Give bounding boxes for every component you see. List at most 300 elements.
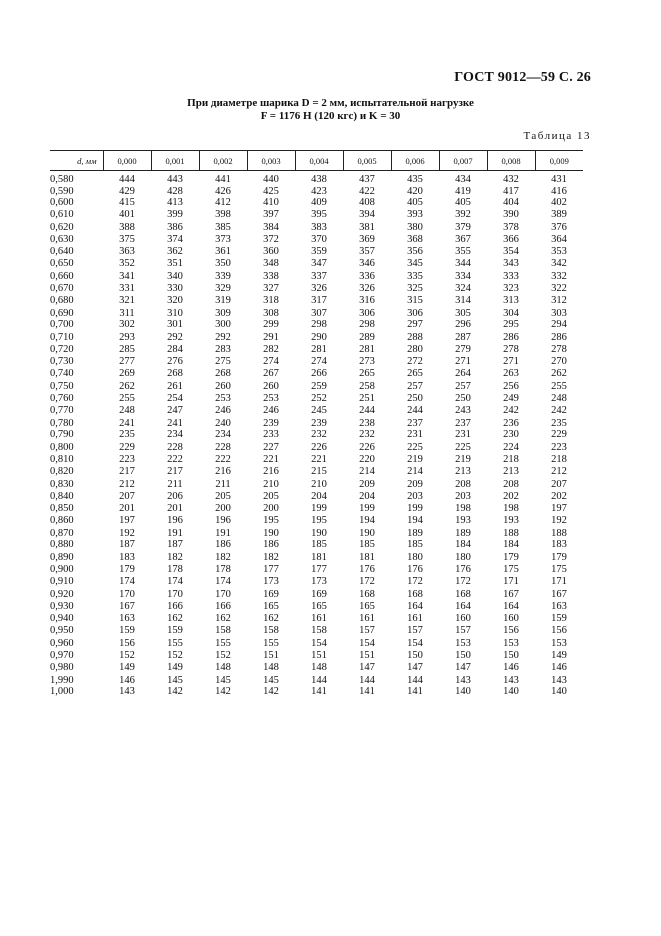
diameter-cell: 0,910 [50,576,74,588]
hardness-cell: 241 [167,417,183,429]
hardness-cell: 231 [407,429,423,441]
hardness-cell: 199 [359,502,375,514]
table-row [50,478,583,491]
hardness-cell: 208 [503,478,519,490]
diameter-cell: 0,830 [50,478,74,490]
hardness-cell: 187 [167,539,183,551]
hardness-cell: 326 [359,282,375,294]
hardness-cell: 180 [407,551,423,563]
hardness-cell: 293 [119,331,135,343]
hardness-cell: 149 [119,662,135,674]
hardness-cell: 144 [407,674,423,686]
diameter-cell: 1,000 [50,686,74,698]
hardness-cell: 165 [263,601,279,613]
hardness-cell: 223 [551,441,567,453]
hardness-cell: 172 [455,576,471,588]
hardness-cell: 397 [263,209,279,221]
hardness-cell: 217 [119,466,135,478]
table-row [50,638,583,650]
table-row [50,271,583,283]
hardness-cell: 212 [119,478,135,490]
hardness-cell: 217 [167,466,183,478]
hardness-cell: 348 [263,258,279,270]
hardness-cell: 163 [119,612,135,624]
hardness-cell: 429 [119,185,135,197]
hardness-cell: 195 [263,515,279,527]
hardness-cell: 169 [311,588,327,600]
hardness-cell: 177 [263,564,279,576]
hardness-cell: 147 [455,662,471,674]
hardness-cell: 158 [215,625,231,637]
table-row [50,171,583,186]
hardness-cell: 290 [311,331,327,343]
table-row [50,186,583,198]
hardness-cell: 268 [215,368,231,380]
hardness-cell: 405 [455,197,471,209]
hardness-cell: 163 [551,601,567,613]
hardness-cell: 255 [119,392,135,404]
diameter-cell: 1,990 [50,674,74,686]
hardness-cell: 271 [503,355,519,367]
hardness-cell: 261 [167,380,183,392]
hardness-cell: 150 [455,649,471,661]
column-header: 0,001 [151,151,199,171]
column-header: 0,006 [391,151,439,171]
hardness-cell: 416 [551,185,567,197]
hardness-cell: 268 [167,368,183,380]
hardness-cell: 304 [503,307,519,319]
hardness-cell: 161 [359,612,375,624]
hardness-cell: 142 [167,686,183,698]
diameter-cell: 0,950 [50,625,74,637]
table-row [50,613,583,625]
hardness-cell: 162 [263,612,279,624]
hardness-cell: 203 [455,491,471,503]
hardness-cell: 250 [455,392,471,404]
hardness-cell: 355 [455,245,471,257]
hardness-cell: 244 [359,405,375,417]
hardness-cell: 144 [311,674,327,686]
column-header: 0,000 [103,151,151,171]
hardness-cell: 232 [359,429,375,441]
diameter-cell: 0,600 [50,197,74,209]
hardness-cell: 189 [455,527,471,539]
table-row [50,588,583,601]
hardness-cell: 356 [407,245,423,257]
hardness-cell: 276 [167,355,183,367]
hardness-cell: 238 [359,417,375,429]
hardness-cell: 385 [215,221,231,233]
hardness-cell: 180 [455,551,471,563]
table-row [50,551,583,564]
hardness-cell: 389 [551,209,567,221]
hardness-cell: 331 [119,282,135,294]
diameter-cell: 0,710 [50,331,74,343]
table-row [50,209,583,221]
hardness-cell: 308 [263,307,279,319]
hardness-cell: 143 [503,674,519,686]
hardness-cell: 320 [167,295,183,307]
table-row [50,368,583,381]
hardness-cell: 360 [263,245,279,257]
hardness-cell: 185 [407,539,423,551]
hardness-cell: 383 [311,221,327,233]
hardness-cell: 151 [359,649,375,661]
hardness-cell: 157 [407,625,423,637]
hardness-cell: 306 [407,307,423,319]
hardness-cell: 357 [359,245,375,257]
hardness-cell: 209 [407,478,423,490]
hardness-cell: 259 [311,380,327,392]
diameter-cell: 0,800 [50,441,74,453]
hardness-cell: 423 [311,185,327,197]
hardness-cell: 340 [167,270,183,282]
hardness-cell: 286 [551,331,567,343]
hardness-cell: 153 [455,637,471,649]
hardness-cell: 250 [407,392,423,404]
hardness-cell: 284 [167,344,183,356]
hardness-cell: 160 [455,612,471,624]
hardness-cell: 168 [359,588,375,600]
diameter-cell: 0,580 [50,174,74,185]
hardness-cell: 260 [215,380,231,392]
table-caption [0,97,661,123]
hardness-cell: 159 [119,625,135,637]
hardness-cell: 316 [359,295,375,307]
diameter-cell: 0,620 [50,221,74,233]
table-body [50,171,583,698]
hardness-cell: 402 [551,197,567,209]
hardness-cell: 156 [551,625,567,637]
hardness-cell: 438 [311,174,327,185]
hardness-cell: 162 [215,612,231,624]
hardness-cell: 351 [167,258,183,270]
hardness-cell: 248 [119,405,135,417]
hardness-cell: 211 [167,478,183,490]
hardness-cell: 278 [551,344,567,356]
hardness-cell: 440 [263,174,279,185]
hardness-cell: 202 [503,491,519,503]
hardness-cell: 309 [215,307,231,319]
hardness-cell: 274 [311,355,327,367]
hardness-cell: 201 [167,502,183,514]
hardness-cell: 239 [263,417,279,429]
hardness-cell: 157 [455,625,471,637]
hardness-cell: 146 [551,662,567,674]
hardness-cell: 245 [311,405,327,417]
hardness-cell: 437 [359,174,375,185]
table-row [50,356,583,368]
hardness-cell: 166 [215,601,231,613]
hardness-cell: 141 [311,686,327,698]
hardness-cell: 228 [167,441,183,453]
hardness-cell: 192 [119,527,135,539]
hardness-cell: 168 [455,588,471,600]
hardness-cell: 182 [263,551,279,563]
hardness-cell: 370 [311,234,327,246]
hardness-cell: 287 [455,331,471,343]
hardness-cell: 318 [263,295,279,307]
document-header: ГОСТ 9012—59 С. 26 [454,70,591,85]
hardness-cell: 169 [263,588,279,600]
diameter-cell: 0,790 [50,429,74,441]
table-row [50,331,583,344]
hardness-cell: 184 [503,539,519,551]
diameter-cell: 0,750 [50,380,74,392]
hardness-cell: 255 [551,380,567,392]
hardness-cell: 170 [215,588,231,600]
hardness-cell: 152 [167,649,183,661]
hardness-cell: 228 [215,441,231,453]
hardness-cell: 224 [503,441,519,453]
hardness-cell: 195 [311,515,327,527]
hardness-cell: 395 [311,209,327,221]
hardness-cell: 380 [407,221,423,233]
hardness-cell: 200 [263,502,279,514]
hardness-cell: 246 [215,405,231,417]
hardness-cell: 220 [359,454,375,466]
table-row [50,381,583,393]
hardness-cell: 202 [551,491,567,503]
hardness-cell: 170 [167,588,183,600]
hardness-cell: 273 [359,355,375,367]
hardness-cell: 174 [167,576,183,588]
hardness-cell: 288 [407,331,423,343]
table-row [50,319,583,331]
hardness-cell: 179 [119,564,135,576]
hardness-cell: 208 [455,478,471,490]
hardness-cell: 286 [503,331,519,343]
hardness-cell: 145 [263,674,279,686]
hardness-cell: 270 [551,355,567,367]
hardness-cell: 213 [455,466,471,478]
hardness-cell: 262 [119,380,135,392]
hardness-cell: 221 [263,454,279,466]
hardness-cell: 306 [359,307,375,319]
hardness-cell: 185 [311,539,327,551]
hardness-cell: 154 [311,637,327,649]
diameter-cell: 0,810 [50,454,74,466]
table-row [50,539,583,551]
table-row [50,221,583,234]
hardness-cell: 265 [359,368,375,380]
table-label: Таблица 13 [523,130,591,142]
hardness-cell: 188 [503,527,519,539]
hardness-cell: 151 [311,649,327,661]
hardness-cell: 361 [215,245,231,257]
hardness-cell: 148 [263,662,279,674]
diameter-cell: 0,610 [50,209,74,221]
hardness-cell: 272 [407,355,423,367]
diameter-cell: 0,740 [50,368,74,380]
hardness-cell: 347 [311,258,327,270]
hardness-cell: 171 [551,576,567,588]
hardness-cell: 317 [311,295,327,307]
hardness-cell: 413 [167,197,183,209]
hardness-cell: 419 [455,185,471,197]
hardness-cell: 366 [503,234,519,246]
hardness-cell: 333 [503,270,519,282]
hardness-cell: 384 [263,221,279,233]
hardness-cell: 196 [215,515,231,527]
hardness-cell: 441 [215,174,231,185]
diameter-cell: 0,680 [50,295,74,307]
hardness-cell: 175 [551,564,567,576]
hardness-cell: 283 [215,344,231,356]
hardness-cell: 174 [215,576,231,588]
hardness-cell: 332 [551,270,567,282]
hardness-cell: 244 [407,405,423,417]
table-row [50,650,583,662]
hardness-cell: 190 [359,527,375,539]
hardness-cell: 297 [407,319,423,331]
hardness-cell: 209 [359,478,375,490]
hardness-cell: 207 [551,478,567,490]
hardness-cell: 444 [119,174,135,185]
hardness-cell: 147 [359,662,375,674]
hardness-cell: 264 [455,368,471,380]
caption-line-2: F = 1176 Н (120 кгс) и K = 30 [260,110,401,122]
diameter-cell: 0,660 [50,270,74,282]
hardness-cell: 165 [311,601,327,613]
hardness-cell: 234 [215,429,231,441]
hardness-cell: 214 [359,466,375,478]
hardness-cell: 212 [551,466,567,478]
hardness-cell: 219 [407,454,423,466]
hardness-cell: 201 [119,502,135,514]
hardness-cell: 417 [503,185,519,197]
hardness-cell: 150 [407,649,423,661]
hardness-cell: 143 [551,674,567,686]
hardness-cell: 187 [119,539,135,551]
hardness-cell: 337 [311,270,327,282]
hardness-cell: 313 [503,295,519,307]
hardness-cell: 248 [551,392,567,404]
hardness-cell: 275 [215,355,231,367]
hardness-cell: 319 [215,295,231,307]
hardness-cell: 367 [455,234,471,246]
hardness-cell: 269 [119,368,135,380]
hardness-cell: 435 [407,174,423,185]
hardness-cell: 295 [503,319,519,331]
hardness-cell: 158 [263,625,279,637]
table-row [50,503,583,515]
hardness-cell: 432 [503,174,519,185]
table-row [50,258,583,271]
diameter-cell: 0,920 [50,588,74,600]
hardness-cell: 346 [359,258,375,270]
hardness-cell: 194 [407,515,423,527]
hardness-cell: 271 [455,355,471,367]
hardness-cell: 181 [311,551,327,563]
hardness-cell: 167 [503,588,519,600]
hardness-cell: 243 [455,405,471,417]
hardness-cell: 390 [503,209,519,221]
table-row [50,429,583,441]
hardness-cell: 282 [263,344,279,356]
hardness-cell: 165 [359,601,375,613]
hardness-cell: 310 [167,307,183,319]
diameter-cell: 0,700 [50,319,74,331]
hardness-cell: 292 [215,331,231,343]
hardness-cell: 426 [215,185,231,197]
hardness-cell: 246 [263,405,279,417]
hardness-cell: 242 [551,405,567,417]
hardness-cell: 211 [215,478,231,490]
hardness-cell: 279 [455,344,471,356]
hardness-cell: 141 [407,686,423,698]
hardness-cell: 235 [119,429,135,441]
table-row [50,601,583,613]
diameter-cell: 0,780 [50,417,74,429]
hardness-cell: 216 [263,466,279,478]
hardness-cell: 161 [311,612,327,624]
hardness-cell: 192 [551,515,567,527]
hardness-cell: 155 [215,637,231,649]
hardness-cell: 343 [503,258,519,270]
hardness-cell: 240 [215,417,231,429]
hardness-cell: 178 [215,564,231,576]
hardness-cell: 314 [455,295,471,307]
hardness-cell: 158 [311,625,327,637]
hardness-cell: 154 [407,637,423,649]
hardness-cell: 197 [551,502,567,514]
table-row [50,686,583,698]
diameter-cell: 0,980 [50,662,74,674]
hardness-cell: 183 [551,539,567,551]
hardness-cell: 252 [311,392,327,404]
table-row [50,441,583,454]
hardness-cell: 398 [215,209,231,221]
hardness-cell: 176 [407,564,423,576]
hardness-cell: 145 [167,674,183,686]
hardness-cell: 221 [311,454,327,466]
diameter-cell: 0,630 [50,234,74,246]
hardness-cell: 153 [551,637,567,649]
hardness-cell: 378 [503,221,519,233]
hardness-cell: 362 [167,245,183,257]
hardness-cell: 301 [167,319,183,331]
hardness-cell: 409 [311,197,327,209]
hardness-cell: 199 [407,502,423,514]
hardness-cell: 334 [455,270,471,282]
column-header: 0,009 [535,151,583,171]
hardness-cell: 239 [311,417,327,429]
hardness-cell: 166 [167,601,183,613]
hardness-cell: 422 [359,185,375,197]
hardness-cell: 321 [119,295,135,307]
hardness-cell: 152 [119,649,135,661]
caption-line-1: При диаметре шарика D = 2 мм, испытательной нагрузке [187,97,474,109]
hardness-cell: 296 [455,319,471,331]
hardness-cell: 191 [167,527,183,539]
hardness-cell: 428 [167,185,183,197]
hardness-cell: 327 [263,282,279,294]
hardness-cell: 140 [551,686,567,698]
hardness-cell: 325 [407,282,423,294]
hardness-cell: 307 [311,307,327,319]
hardness-cell: 150 [503,649,519,661]
column-header: 0,004 [295,151,343,171]
diameter-cell: 0,970 [50,649,74,661]
hardness-cell: 153 [503,637,519,649]
hardness-cell: 185 [359,539,375,551]
hardness-cell: 394 [359,209,375,221]
column-header: 0,007 [439,151,487,171]
hardness-cell: 172 [407,576,423,588]
hardness-cell: 386 [167,221,183,233]
hardness-cell: 237 [455,417,471,429]
